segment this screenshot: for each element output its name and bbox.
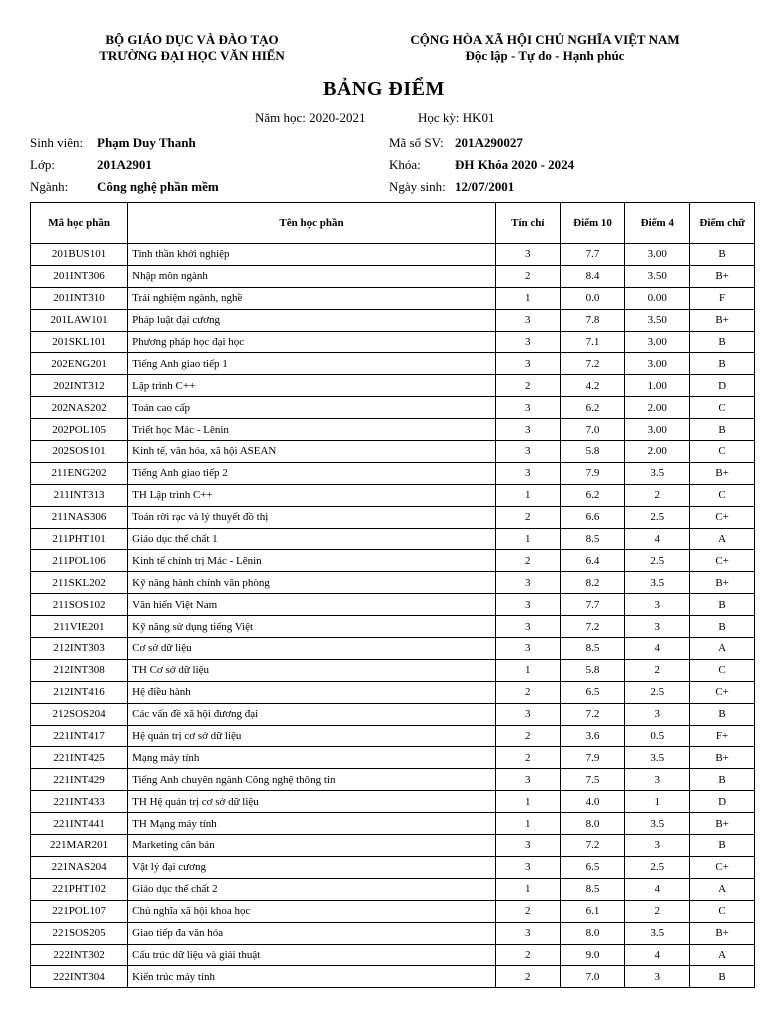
dob-value: 12/07/2001: [455, 179, 515, 194]
cell-course-name: Hệ quản trị cơ sở dữ liệu: [128, 725, 496, 747]
student-id-label: Mã số SV:: [389, 135, 444, 150]
cell-letter-grade: F: [690, 287, 755, 309]
national-header: [380, 32, 710, 64]
cell-letter-grade: B: [690, 244, 755, 266]
cell-credits: 2: [495, 375, 560, 397]
cell-credits: 1: [495, 791, 560, 813]
cell-credits: 3: [495, 922, 560, 944]
cell-course-code: 201SKL101: [31, 331, 128, 353]
table-row: [31, 265, 755, 287]
cell-course-code: 221MAR201: [31, 835, 128, 857]
cell-course-code: 201LAW101: [31, 309, 128, 331]
cell-score-4: 2.5: [625, 550, 690, 572]
cell-credits: 2: [495, 747, 560, 769]
academic-year: [255, 110, 366, 126]
cell-course-name: Trải nghiệm ngành, nghề: [128, 287, 496, 309]
header-letter-grade: Điểm chữ: [690, 203, 755, 244]
cell-course-name: Nhập môn ngành: [128, 265, 496, 287]
cell-score-10: 7.0: [560, 419, 625, 441]
cell-score-4: 3.00: [625, 244, 690, 266]
cell-course-name: Lập trình C++: [128, 375, 496, 397]
academic-year-label: Năm học:: [255, 110, 306, 125]
table-row: [31, 791, 755, 813]
cell-score-10: 7.8: [560, 309, 625, 331]
cell-credits: 1: [495, 528, 560, 550]
cell-letter-grade: B+: [690, 309, 755, 331]
cell-letter-grade: B+: [690, 813, 755, 835]
cell-letter-grade: C: [690, 484, 755, 506]
cell-letter-grade: C: [690, 659, 755, 681]
table-row: [31, 813, 755, 835]
cell-course-name: Giáo dục thể chất 1: [128, 528, 496, 550]
cell-letter-grade: B: [690, 419, 755, 441]
cell-course-name: TH Lập trình C++: [128, 484, 496, 506]
cell-course-code: 221INT417: [31, 725, 128, 747]
cell-credits: 3: [495, 769, 560, 791]
cell-course-name: Phương pháp học đại học: [128, 331, 496, 353]
cell-score-4: 3.00: [625, 419, 690, 441]
national-motto: Độc lập - Tự do - Hạnh phúc: [465, 48, 625, 63]
cell-score-10: 7.7: [560, 244, 625, 266]
cell-score-10: 8.2: [560, 572, 625, 594]
cell-score-4: 2.5: [625, 506, 690, 528]
cell-score-10: 8.5: [560, 878, 625, 900]
academic-year-value: 2020-2021: [309, 110, 366, 125]
cell-letter-grade: B: [690, 835, 755, 857]
cell-score-10: 7.2: [560, 616, 625, 638]
cell-course-code: 211SOS102: [31, 594, 128, 616]
cell-course-name: Tiếng Anh chuyên ngành Công nghệ thông tin: [128, 769, 496, 791]
header-score-4: Điểm 4: [625, 203, 690, 244]
table-row: [31, 375, 755, 397]
table-row: [31, 725, 755, 747]
cell-score-10: 7.2: [560, 703, 625, 725]
cell-course-code: 212INT416: [31, 681, 128, 703]
cell-course-code: 221NAS204: [31, 856, 128, 878]
cell-score-10: 6.2: [560, 484, 625, 506]
table-header-row: [31, 203, 755, 244]
cell-score-4: 3: [625, 616, 690, 638]
semester: [418, 110, 495, 126]
table-row: [31, 681, 755, 703]
cell-letter-grade: C: [690, 441, 755, 463]
cell-course-name: Tiếng Anh giao tiếp 2: [128, 462, 496, 484]
cell-course-name: Pháp luật đại cương: [128, 309, 496, 331]
cell-course-name: Toán rời rạc và lý thuyết đồ thị: [128, 506, 496, 528]
cell-letter-grade: B: [690, 966, 755, 988]
cell-score-4: 0.00: [625, 287, 690, 309]
cell-letter-grade: A: [690, 638, 755, 660]
cell-score-10: 6.5: [560, 856, 625, 878]
cell-credits: 3: [495, 856, 560, 878]
cell-letter-grade: B+: [690, 265, 755, 287]
cell-letter-grade: D: [690, 791, 755, 813]
cell-letter-grade: B: [690, 331, 755, 353]
university-name: TRƯỜNG ĐẠI HỌC VĂN HIẾN: [99, 48, 285, 63]
cell-letter-grade: A: [690, 878, 755, 900]
cell-letter-grade: B+: [690, 462, 755, 484]
cell-course-code: 221INT425: [31, 747, 128, 769]
cell-score-4: 3: [625, 594, 690, 616]
cell-credits: 1: [495, 287, 560, 309]
table-row: [31, 594, 755, 616]
institution-header: [62, 32, 322, 64]
cell-score-10: 4.2: [560, 375, 625, 397]
cell-course-name: Cấu trúc dữ liệu và giải thuật: [128, 944, 496, 966]
table-row: [31, 878, 755, 900]
table-row: [31, 769, 755, 791]
cell-course-code: 211PHT101: [31, 528, 128, 550]
cell-score-4: 3.5: [625, 922, 690, 944]
table-row: [31, 659, 755, 681]
cell-letter-grade: B: [690, 769, 755, 791]
cell-score-4: 3.00: [625, 353, 690, 375]
cell-score-10: 7.1: [560, 331, 625, 353]
cell-letter-grade: B: [690, 353, 755, 375]
cell-score-10: 0.0: [560, 287, 625, 309]
cell-credits: 3: [495, 638, 560, 660]
cell-score-4: 4: [625, 878, 690, 900]
cell-letter-grade: B+: [690, 747, 755, 769]
cell-credits: 3: [495, 835, 560, 857]
cell-credits: 2: [495, 506, 560, 528]
cell-score-4: 3.50: [625, 309, 690, 331]
cell-course-name: Tiếng Anh giao tiếp 1: [128, 353, 496, 375]
cell-score-4: 3: [625, 703, 690, 725]
table-row: [31, 462, 755, 484]
table-row: [31, 419, 755, 441]
table-row: [31, 900, 755, 922]
cell-score-10: 7.2: [560, 353, 625, 375]
cell-letter-grade: B: [690, 703, 755, 725]
cell-score-10: 7.0: [560, 966, 625, 988]
cell-credits: 2: [495, 966, 560, 988]
grades-table: [30, 202, 755, 988]
cell-credits: 1: [495, 484, 560, 506]
cell-course-name: Kỹ năng sử dụng tiếng Việt: [128, 616, 496, 638]
cell-score-4: 0.5: [625, 725, 690, 747]
cell-course-code: 212SOS204: [31, 703, 128, 725]
cell-course-name: Kinh tế, văn hóa, xã hội ASEAN: [128, 441, 496, 463]
header-credits: Tín chỉ: [495, 203, 560, 244]
cell-score-4: 3.00: [625, 331, 690, 353]
table-row: [31, 572, 755, 594]
cell-score-4: 3.5: [625, 462, 690, 484]
table-row: [31, 944, 755, 966]
header-course-code: Mã học phần: [31, 203, 128, 244]
cell-score-10: 9.0: [560, 944, 625, 966]
cell-course-name: Giao tiếp đa văn hóa: [128, 922, 496, 944]
cell-course-code: 211NAS306: [31, 506, 128, 528]
cell-score-10: 6.5: [560, 681, 625, 703]
cell-score-10: 8.0: [560, 813, 625, 835]
cell-course-code: 221INT441: [31, 813, 128, 835]
cell-course-name: Văn hiến Việt Nam: [128, 594, 496, 616]
cell-course-code: 221PHT102: [31, 878, 128, 900]
cell-course-name: Tinh thần khởi nghiệp: [128, 244, 496, 266]
cell-course-name: Chủ nghĩa xã hội khoa học: [128, 900, 496, 922]
cell-score-10: 8.5: [560, 528, 625, 550]
table-row: [31, 287, 755, 309]
cell-course-name: Các vấn đề xã hội đương đại: [128, 703, 496, 725]
cell-letter-grade: C+: [690, 681, 755, 703]
table-row: [31, 397, 755, 419]
cell-score-4: 3: [625, 835, 690, 857]
cell-course-code: 221POL107: [31, 900, 128, 922]
cell-letter-grade: C+: [690, 506, 755, 528]
cell-credits: 3: [495, 331, 560, 353]
semester-label: Học kỳ:: [418, 110, 460, 125]
cell-course-name: Kinh tế chính trị Mác - Lênin: [128, 550, 496, 572]
cell-course-name: Kỹ năng hành chính văn phòng: [128, 572, 496, 594]
cell-course-name: Toán cao cấp: [128, 397, 496, 419]
cell-letter-grade: C+: [690, 856, 755, 878]
cell-score-4: 1: [625, 791, 690, 813]
page-title: BẢNG ĐIỂM: [323, 78, 445, 100]
table-row: [31, 331, 755, 353]
cell-letter-grade: A: [690, 528, 755, 550]
cell-course-code: 211SKL202: [31, 572, 128, 594]
cell-score-4: 3.5: [625, 747, 690, 769]
major-label: Ngành:: [30, 179, 69, 194]
table-row: [31, 703, 755, 725]
table-row: [31, 506, 755, 528]
cell-course-name: TH Hệ quản trị cơ sở dữ liệu: [128, 791, 496, 813]
cell-score-4: 2: [625, 659, 690, 681]
cell-course-code: 201INT310: [31, 287, 128, 309]
cell-score-4: 2.5: [625, 681, 690, 703]
class-label: Lớp:: [30, 157, 55, 172]
table-row: [31, 966, 755, 988]
cell-credits: 2: [495, 550, 560, 572]
cell-letter-grade: B: [690, 594, 755, 616]
cell-credits: 3: [495, 397, 560, 419]
cell-letter-grade: C: [690, 900, 755, 922]
cell-credits: 3: [495, 244, 560, 266]
cell-score-4: 2.00: [625, 397, 690, 419]
cell-credits: 2: [495, 265, 560, 287]
table-row: [31, 835, 755, 857]
dob-label: Ngày sinh:: [389, 179, 446, 194]
cell-credits: 3: [495, 419, 560, 441]
class-value: 201A2901: [97, 157, 152, 172]
cell-letter-grade: B: [690, 616, 755, 638]
table-row: [31, 353, 755, 375]
cell-course-code: 202ENG201: [31, 353, 128, 375]
cohort-value: ĐH Khóa 2020 - 2024: [455, 157, 575, 172]
cell-course-name: Vật lý đại cương: [128, 856, 496, 878]
cell-letter-grade: B+: [690, 922, 755, 944]
cell-score-4: 3.5: [625, 813, 690, 835]
table-row: [31, 309, 755, 331]
cell-score-10: 5.8: [560, 659, 625, 681]
republic-name: CỘNG HÒA XÃ HỘI CHỦ NGHĨA VIỆT NAM: [410, 32, 680, 47]
table-row: [31, 638, 755, 660]
student-name: Phạm Duy Thanh: [97, 135, 196, 150]
cell-score-4: 2: [625, 900, 690, 922]
table-body: [31, 244, 755, 988]
cell-course-name: TH Mạng máy tính: [128, 813, 496, 835]
cell-score-4: 3: [625, 966, 690, 988]
cell-course-code: 221INT433: [31, 791, 128, 813]
cell-letter-grade: F+: [690, 725, 755, 747]
cell-letter-grade: B+: [690, 572, 755, 594]
cell-score-10: 8.5: [560, 638, 625, 660]
cell-score-10: 3.6: [560, 725, 625, 747]
cell-course-name: Triết học Mác - Lênin: [128, 419, 496, 441]
cell-credits: 3: [495, 441, 560, 463]
table-row: [31, 922, 755, 944]
cell-credits: 3: [495, 703, 560, 725]
cell-score-10: 8.4: [560, 265, 625, 287]
cell-score-10: 5.8: [560, 441, 625, 463]
cell-course-name: Hệ điều hành: [128, 681, 496, 703]
cell-credits: 3: [495, 572, 560, 594]
table-row: [31, 747, 755, 769]
cell-credits: 2: [495, 900, 560, 922]
header-score-10: Điểm 10: [560, 203, 625, 244]
cell-course-code: 211POL106: [31, 550, 128, 572]
cell-credits: 1: [495, 878, 560, 900]
cell-course-code: 212INT308: [31, 659, 128, 681]
cell-credits: 3: [495, 353, 560, 375]
cell-letter-grade: A: [690, 944, 755, 966]
table-row: [31, 856, 755, 878]
cell-credits: 3: [495, 462, 560, 484]
cell-score-10: 7.2: [560, 835, 625, 857]
cell-letter-grade: C+: [690, 550, 755, 572]
cell-score-4: 4: [625, 638, 690, 660]
cell-letter-grade: C: [690, 397, 755, 419]
cell-course-code: 211ENG202: [31, 462, 128, 484]
cell-score-10: 6.1: [560, 900, 625, 922]
cell-course-code: 221INT429: [31, 769, 128, 791]
cell-score-4: 1.00: [625, 375, 690, 397]
cell-score-4: 4: [625, 528, 690, 550]
header-course-name: Tên học phần: [128, 203, 496, 244]
cell-credits: 3: [495, 309, 560, 331]
cell-score-4: 2: [625, 484, 690, 506]
cell-course-code: 201INT306: [31, 265, 128, 287]
table-row: [31, 528, 755, 550]
semester-value: HK01: [462, 110, 495, 125]
cell-credits: 3: [495, 616, 560, 638]
table-row: [31, 484, 755, 506]
cell-score-10: 4.0: [560, 791, 625, 813]
cell-course-name: Kiến trúc máy tính: [128, 966, 496, 988]
cell-score-4: 3.50: [625, 265, 690, 287]
table-row: [31, 441, 755, 463]
cohort-label: Khóa:: [389, 157, 421, 172]
major-value: Công nghệ phần mềm: [97, 179, 219, 194]
cell-course-code: 211INT313: [31, 484, 128, 506]
cell-credits: 3: [495, 594, 560, 616]
table-row: [31, 244, 755, 266]
cell-score-10: 6.2: [560, 397, 625, 419]
cell-score-10: 7.7: [560, 594, 625, 616]
cell-credits: 1: [495, 813, 560, 835]
cell-credits: 2: [495, 681, 560, 703]
student-id: 201A290027: [455, 135, 523, 150]
cell-course-code: 202INT312: [31, 375, 128, 397]
cell-score-4: 3: [625, 769, 690, 791]
cell-letter-grade: D: [690, 375, 755, 397]
cell-course-name: Cơ sở dữ liệu: [128, 638, 496, 660]
cell-credits: 1: [495, 659, 560, 681]
table-row: [31, 616, 755, 638]
cell-course-code: 212INT303: [31, 638, 128, 660]
cell-score-4: 2.5: [625, 856, 690, 878]
cell-course-name: Marketing căn bản: [128, 835, 496, 857]
cell-credits: 2: [495, 944, 560, 966]
cell-course-code: 202NAS202: [31, 397, 128, 419]
cell-course-name: TH Cơ sở dữ liệu: [128, 659, 496, 681]
cell-score-4: 2.00: [625, 441, 690, 463]
cell-credits: 2: [495, 725, 560, 747]
cell-course-code: 222INT302: [31, 944, 128, 966]
student-name-label: Sinh viên:: [30, 135, 84, 150]
cell-score-10: 7.9: [560, 462, 625, 484]
cell-course-code: 202SOS101: [31, 441, 128, 463]
cell-score-4: 3.5: [625, 572, 690, 594]
cell-score-10: 6.4: [560, 550, 625, 572]
cell-course-code: 201BUS101: [31, 244, 128, 266]
cell-course-code: 221SOS205: [31, 922, 128, 944]
ministry-name: BỘ GIÁO DỤC VÀ ĐÀO TẠO: [105, 32, 279, 47]
table-row: [31, 550, 755, 572]
cell-course-code: 222INT304: [31, 966, 128, 988]
cell-course-name: Giáo dục thể chất 2: [128, 878, 496, 900]
cell-course-code: 211VIE201: [31, 616, 128, 638]
cell-score-4: 4: [625, 944, 690, 966]
cell-score-10: 7.5: [560, 769, 625, 791]
cell-course-code: 202POL105: [31, 419, 128, 441]
cell-score-10: 6.6: [560, 506, 625, 528]
cell-score-10: 7.9: [560, 747, 625, 769]
cell-course-name: Mạng máy tính: [128, 747, 496, 769]
cell-score-10: 8.0: [560, 922, 625, 944]
